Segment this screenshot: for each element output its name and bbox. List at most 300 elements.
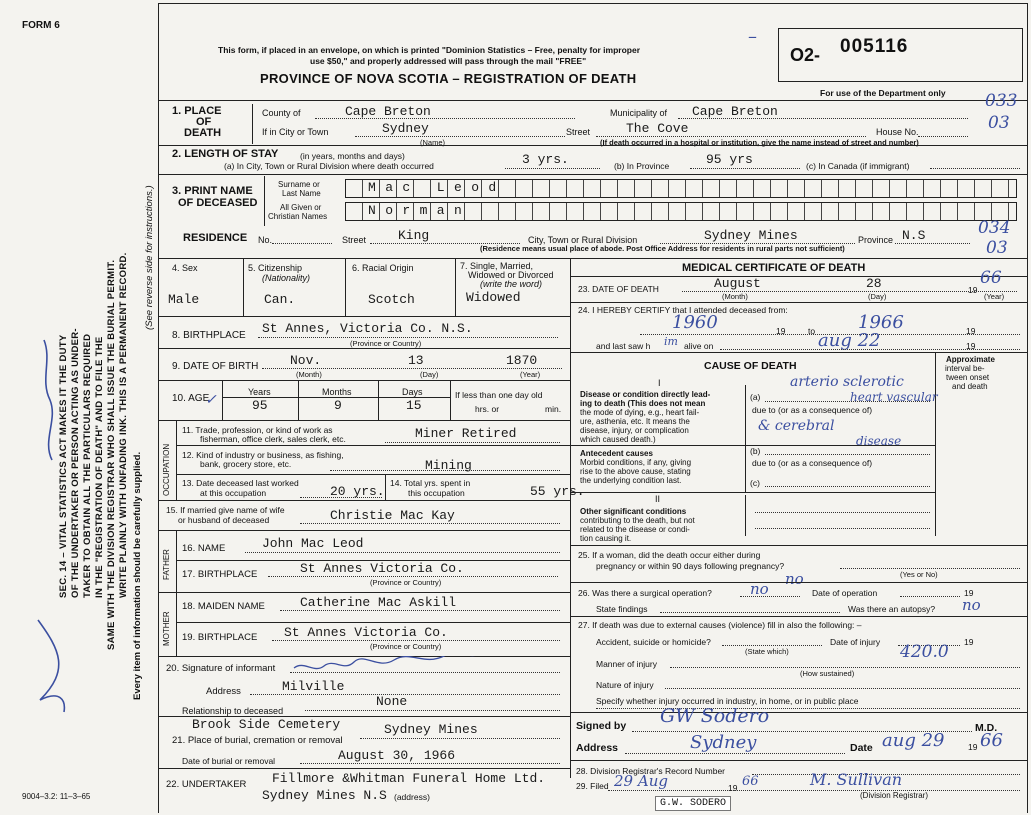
municipality-value: Cape Breton xyxy=(692,104,778,119)
father-bp-caption: (Province or Country) xyxy=(370,578,442,587)
q26-1: 26. Was there a surgical operation? xyxy=(578,588,712,598)
findings-label: State findings xyxy=(596,604,648,614)
occ-q12-2: bank, grocery store, etc. xyxy=(200,459,292,469)
death-year-prefix: 19 xyxy=(968,285,978,295)
place-code-2: 03 xyxy=(988,113,1010,133)
rule-12 xyxy=(176,445,570,446)
nature-label: Nature of injury xyxy=(596,680,654,690)
med-rule-25 xyxy=(570,545,1027,546)
filed-19: 19 xyxy=(728,783,738,793)
dob-day: 13 xyxy=(408,353,424,368)
undertaker-address: Sydney Mines N.S xyxy=(262,788,387,803)
city-label: If in City or Town xyxy=(262,127,329,137)
birthplace-line xyxy=(258,337,558,338)
place-bracket xyxy=(252,104,253,144)
informant-signature xyxy=(290,656,490,676)
dob-label: 9. DATE OF BIRTH xyxy=(172,361,259,372)
med-date-19: 19 xyxy=(968,742,978,752)
death-day-cap: (Day) xyxy=(868,292,887,301)
last-saw-hw: im xyxy=(664,335,678,348)
last-saw-label: and last saw h xyxy=(596,341,651,351)
residence-province-label: Province xyxy=(858,235,894,245)
q25-2: pregnancy or within 90 days following pregnancy? xyxy=(596,561,785,571)
div-6-7 xyxy=(455,258,456,316)
mother-maiden-label: 18. MAIDEN NAME xyxy=(182,601,265,612)
racial-label: 6. Racial Origin xyxy=(352,263,414,273)
attended-to-label: to xyxy=(808,326,816,336)
dob-year-cap: (Year) xyxy=(520,370,541,379)
citizenship-sub: (Nationality) xyxy=(262,273,311,283)
med-date-hw: aug 29 xyxy=(882,730,945,751)
rule-15 xyxy=(158,500,570,501)
injury-date-label: Date of injury xyxy=(830,637,881,647)
q26-date-line xyxy=(900,596,960,597)
name-label-1: 3. PRINT NAME xyxy=(172,185,253,197)
q25-yes-no: (Yes or No) xyxy=(900,570,938,579)
informant-relationship: None xyxy=(376,694,408,709)
death-month-cap: (Month) xyxy=(722,292,748,301)
father-bp-label: 17. BIRTHPLACE xyxy=(182,569,258,580)
place-death-label: DEATH xyxy=(184,127,222,139)
side-text-2: OF THE UNDERTAKER OR PERSON ACTING AS UNDER- xyxy=(70,328,81,598)
cause-c-line xyxy=(765,486,930,487)
manner-line xyxy=(670,667,1020,668)
residence-street-value: King xyxy=(398,228,430,243)
occ-q12-value: Mining xyxy=(425,458,472,473)
given-label-2: Christian Names xyxy=(268,212,328,221)
med-rule-23 xyxy=(570,276,1027,277)
alive-on-hw: aug 22 xyxy=(818,330,881,351)
alive-on-19: 19 xyxy=(966,341,976,351)
informant-sig-line xyxy=(290,672,560,673)
antecedent-4: the underlying condition last. xyxy=(580,476,682,485)
attended-from-19: 19 xyxy=(776,326,786,336)
place-code-1: 033 xyxy=(985,91,1018,111)
other-1: Other significant conditions xyxy=(580,507,687,516)
sex-value: Male xyxy=(168,292,200,307)
q26-hw: no xyxy=(750,580,769,598)
division-registrar-caption: (Division Registrar) xyxy=(860,791,929,800)
disease-bracket xyxy=(745,385,746,445)
spouse-line xyxy=(300,523,560,524)
dob-month-cap: (Month) xyxy=(296,370,322,379)
rule-4 xyxy=(158,258,1027,259)
div-5-6 xyxy=(345,258,346,316)
rule-1 xyxy=(158,100,1027,101)
cause-b-hw-1: & cerebral xyxy=(758,418,835,434)
death-day: 28 xyxy=(866,276,882,291)
father-bracket xyxy=(176,530,177,592)
other-4: tion causing it. xyxy=(580,534,632,543)
residence-code-1: 034 xyxy=(978,218,1011,238)
given-value: Norman xyxy=(368,203,472,218)
spouse-label-2: or husband of deceased xyxy=(178,515,270,525)
cause-b-label: (b) xyxy=(750,446,761,456)
city-line xyxy=(355,136,565,137)
stay-a-label: (a) In City, Town or Rural Division where death occurred xyxy=(224,161,434,171)
frame-top xyxy=(158,3,1028,4)
disease-3: the mode of dying, e.g., heart fail- xyxy=(580,408,700,417)
med-rule-26 xyxy=(570,582,1027,583)
side-handwriting-mark xyxy=(30,320,70,720)
birthplace-caption: (Province or Country) xyxy=(350,339,422,348)
med-address-hw: Sydney xyxy=(690,732,757,753)
cause-a-hw-2: heart vascular xyxy=(850,390,938,404)
stay-c-line xyxy=(930,168,1020,169)
manner-hw: 420.0 xyxy=(900,642,949,662)
given-label-1: All Given or xyxy=(280,203,322,212)
dob-month: Nov. xyxy=(290,353,322,368)
q26-19: 19 xyxy=(964,588,974,598)
hospital-note: (If death occurred in a hospital or institution, give the name instead of street and number) xyxy=(600,138,919,147)
county-value: Cape Breton xyxy=(345,104,431,119)
rule-19 xyxy=(176,622,570,623)
mother-bp-label: 19. BIRTHPLACE xyxy=(182,632,258,643)
stay-sub: (in years, months and days) xyxy=(300,151,405,161)
racial-value: Scotch xyxy=(368,292,415,307)
q25-1: 25. If a woman, did the death occur either during xyxy=(578,550,761,560)
residence-label: RESIDENCE xyxy=(183,232,248,244)
antecedent-1: Antecedent causes xyxy=(580,449,653,458)
side-text-1: SEC. 14 – VITAL STATISTICS ACT MAKES IT THE DUTY xyxy=(58,334,69,598)
signed-by-label: Signed by xyxy=(576,720,627,732)
city-name-caption: (Name) xyxy=(420,138,446,147)
antecedent-2: Morbid conditions, if any, giving xyxy=(580,458,692,467)
mother-bp-line xyxy=(272,640,560,641)
attended-to-hw: 1966 xyxy=(858,312,904,333)
residence-city-value: Sydney Mines xyxy=(704,228,798,243)
occ-q14-1: 14. Total yrs. spent in xyxy=(390,478,471,488)
place-label: 1. PLACE xyxy=(172,105,222,117)
residence-province-line xyxy=(895,243,970,244)
antecedent-3: rise to the above cause, stating xyxy=(580,467,691,476)
side-text-6: WRITE PLAINLY WITH UNFADING INK. THIS IS A PERMANENT RECORD. xyxy=(118,252,129,598)
other-2: contributing to the death, but not xyxy=(580,516,695,525)
side-text-8: (See reverse side for instructions.) xyxy=(144,185,155,330)
undertaker-label: 22. UNDERTAKER xyxy=(166,779,247,790)
column-divider xyxy=(570,258,571,778)
occupation-side-label: OCCUPATION xyxy=(162,443,171,496)
reg-number: 005116 xyxy=(840,36,909,57)
cause-a-label: (a) xyxy=(750,392,761,402)
residence-note: (Residence means usual place of abode. Post Office Address for residents in rural parts not sufficient) xyxy=(480,244,845,253)
dob-day-cap: (Day) xyxy=(420,370,439,379)
rule-11 xyxy=(158,420,570,421)
burial-town: Sydney Mines xyxy=(384,722,478,737)
md-label: M.D. xyxy=(975,722,998,734)
birthplace-label: 8. BIRTHPLACE xyxy=(172,330,246,341)
q26-line xyxy=(740,596,800,597)
med-rule-signed xyxy=(570,712,1027,713)
name-label-2: OF DECEASED xyxy=(178,197,258,209)
occ-q13-value: 20 yrs. xyxy=(330,484,385,499)
stay-c-label: (c) In Canada (if immigrant) xyxy=(806,161,910,171)
marital-label-3: (write the word) xyxy=(480,279,543,289)
street-line xyxy=(596,136,866,137)
age-tick: ✓ xyxy=(205,392,217,408)
house-line xyxy=(918,136,968,137)
antecedent-bracket xyxy=(745,445,746,492)
other-line-1 xyxy=(755,512,930,513)
accident-line xyxy=(722,645,822,646)
interval-1: Approximate xyxy=(946,355,995,364)
death-date-label: 23. DATE OF DEATH xyxy=(578,284,659,294)
q25-hw: no xyxy=(785,570,804,588)
occ-q11-2: fisherman, office clerk, sales clerk, etc. xyxy=(200,434,346,444)
occ-q13-2: at this occupation xyxy=(200,488,267,498)
physician-name-stamp: G.W. SODERO xyxy=(655,796,731,811)
occ-q11-1: 11. Trade, profession, or kind of work as xyxy=(182,425,333,435)
reg-tick-mark: – xyxy=(748,26,757,47)
reg-prefix: O2- xyxy=(790,45,821,65)
residence-no-label: No. xyxy=(258,235,273,245)
municipality-label: Municipality of xyxy=(610,108,668,118)
rule-13 xyxy=(176,474,570,475)
residence-street-label: Street xyxy=(342,235,367,245)
q28-label: 28. Division Registrar's Record Number xyxy=(576,766,726,776)
certify-label: 24. I HEREBY CERTIFY that I attended deceased from: xyxy=(578,305,788,315)
med-address-line xyxy=(625,753,845,754)
side-text-3: TAKER TO OBTAIN ALL THE PARTICULARS REQUIRED xyxy=(82,333,93,598)
burial-date-line xyxy=(300,763,560,764)
rule-10 xyxy=(158,380,570,381)
specify-label: Specify whether injury occurred in industry, in home, or in public place xyxy=(596,696,859,706)
cause-b-hw-2: disease xyxy=(856,434,902,448)
age-div-4 xyxy=(450,380,451,420)
q27: 27. If death was due to external causes (violence) fill in also the following: – xyxy=(578,620,862,630)
burial-place-label: 21. Place of burial, cremation or removal xyxy=(172,735,343,746)
informant-relationship-label: Relationship to deceased xyxy=(182,706,284,716)
medical-heading: MEDICAL CERTIFICATE OF DEATH xyxy=(682,262,866,274)
county-label: County of xyxy=(262,108,301,118)
cause-b-line xyxy=(765,454,930,455)
med-rule-cause xyxy=(570,352,1027,353)
age-hrs-label: hrs. or xyxy=(475,404,500,414)
disease-5: disease, injury, or complication xyxy=(580,426,689,435)
city-value: Sydney xyxy=(382,121,429,136)
rule-16 xyxy=(158,530,570,531)
form-number: FORM 6 xyxy=(22,20,60,31)
mailing-notice-2: use $50," and properly addressed will pass through the mail "FREE" xyxy=(310,56,587,66)
autopsy-label: Was there an autopsy? xyxy=(848,604,936,614)
undertaker-name: Fillmore &Whitman Funeral Home Ltd. xyxy=(272,771,546,786)
residence-province-value: N.S xyxy=(902,228,926,243)
burial-place-line xyxy=(360,738,560,739)
frame-right xyxy=(1027,3,1028,813)
rule-8 xyxy=(158,316,570,317)
stay-a-value: 3 yrs. xyxy=(522,152,569,167)
frame-left xyxy=(158,3,159,813)
father-bp-line xyxy=(268,576,558,577)
findings-line xyxy=(660,612,840,613)
age-less-label: If less than one day old xyxy=(455,390,543,400)
occ-div-14 xyxy=(385,474,386,500)
spouse-label-1: 15. If married give name of wife xyxy=(166,505,285,515)
other-line-2 xyxy=(755,528,930,529)
q26-date-label: Date of operation xyxy=(812,588,878,598)
age-div-1 xyxy=(222,380,223,420)
surname-label-2: Last Name xyxy=(282,189,321,198)
burial-cemetery: Brook Side Cemetery xyxy=(192,717,341,732)
informant-address: Milville xyxy=(282,679,345,694)
occ-q11-line xyxy=(385,442,560,443)
house-label: House No. xyxy=(876,127,919,137)
stay-b-value: 95 yrs xyxy=(706,152,753,167)
occ-q13-line xyxy=(300,497,382,498)
occ-q12-line xyxy=(330,470,560,471)
mother-side-label: MOTHER xyxy=(162,611,171,646)
cause-a-line xyxy=(765,401,930,402)
nature-line xyxy=(665,688,1020,689)
other-bracket xyxy=(745,495,746,536)
med-rule-other xyxy=(570,492,935,493)
citizenship-value: Can. xyxy=(264,292,296,307)
rule-22 xyxy=(158,768,570,769)
age-months: 9 xyxy=(334,398,342,413)
death-year-hw: 66 xyxy=(980,268,1002,288)
name-bracket xyxy=(264,176,265,226)
med-rule-28 xyxy=(570,760,1027,761)
side-text-4: IN THE "REGISTRATION OF DEATH" AND TO FILE THE xyxy=(94,336,105,598)
street-value: The Cove xyxy=(626,121,689,136)
father-bp: St Annes Victoria Co. xyxy=(300,561,464,576)
occupation-bracket xyxy=(176,420,177,500)
rule-3 xyxy=(158,174,1027,175)
mother-maiden: Catherine Mac Askill xyxy=(300,595,457,610)
attended-to-19: 19 xyxy=(966,326,976,336)
occ-q14-value: 55 yrs. xyxy=(530,484,585,499)
med-date-label: Date xyxy=(850,742,873,754)
q29-label: 29. Filed xyxy=(576,781,609,791)
disease-1: Disease or condition directly lead- xyxy=(580,390,711,399)
birthplace-value: St Annes, Victoria Co. N.S. xyxy=(262,321,473,336)
manner-label: Manner of injury xyxy=(596,659,657,669)
page-title: PROVINCE OF NOVA SCOTIA – REGISTRATION OF DEATH xyxy=(260,71,637,86)
state-which: (State which) xyxy=(745,647,789,656)
roman-1: I xyxy=(658,378,661,388)
stay-label: 2. LENGTH OF STAY xyxy=(172,148,279,160)
cause-heading: CAUSE OF DEATH xyxy=(704,360,797,372)
q25-line xyxy=(840,568,1020,569)
municipality-line xyxy=(678,118,968,119)
disease-4: ure, asthenia, etc. It means the xyxy=(580,417,690,426)
burial-date-label: Date of burial or removal xyxy=(182,756,276,766)
registrar-signature-hw: M. Sullivan xyxy=(810,770,903,789)
other-3: related to the disease or condi- xyxy=(580,525,690,534)
marital-value: Widowed xyxy=(466,290,521,305)
father-side-label: FATHER xyxy=(162,549,171,580)
age-days-label: Days xyxy=(402,387,423,397)
marital-label-1: 7. Single, Married, xyxy=(460,261,534,271)
stay-a-line xyxy=(505,168,600,169)
father-name: John Mac Leod xyxy=(262,536,364,551)
age-years: 95 xyxy=(252,398,268,413)
div-4-5 xyxy=(243,258,244,316)
dept-use-label: For use of the Department only xyxy=(820,88,946,98)
side-text-5: SAME WITH THE DIVISION REGISTRAR WHO SHALL ISSUE THE BURIAL PERMIT. xyxy=(106,259,117,650)
informant-relationship-line xyxy=(305,710,560,711)
interval-4: and death xyxy=(952,382,988,391)
age-min-label: min. xyxy=(545,404,562,414)
cause-c-label: (c) xyxy=(750,478,760,488)
injury-19: 19 xyxy=(964,637,974,647)
signed-by-hw: GW Sodero xyxy=(660,705,770,727)
dob-year: 1870 xyxy=(506,353,538,368)
age-div-2 xyxy=(298,380,299,420)
med-rule-27 xyxy=(570,616,1027,617)
due-to-2: due to (or as a consequence of) xyxy=(752,458,873,468)
alive-on-label: alive on xyxy=(684,341,714,351)
stay-b-label: (b) In Province xyxy=(614,161,670,171)
autopsy-hw: no xyxy=(962,596,981,614)
filed-year-hw: 66 xyxy=(742,774,759,789)
filed-hw: 29 Aug xyxy=(614,772,668,790)
age-days: 15 xyxy=(406,398,422,413)
father-name-line xyxy=(245,552,560,553)
accident-label: Accident, suicide or homicide? xyxy=(596,637,711,647)
informant-sig-label: 20. Signature of informant xyxy=(166,663,276,674)
father-name-label: 16. NAME xyxy=(182,543,226,554)
street-label: Street xyxy=(566,127,591,137)
interval-3: tween onset xyxy=(946,373,990,382)
marital-label-2: Widowed or Divorced xyxy=(468,270,554,280)
residence-city-label: City, Town or Rural Division xyxy=(528,235,638,245)
due-to-1: due to (or as a consequence of) xyxy=(752,405,873,415)
mother-bracket xyxy=(176,592,177,656)
death-year-cap: (Year) xyxy=(984,292,1005,301)
age-years-label: Years xyxy=(248,387,271,397)
alive-on-line xyxy=(720,349,1020,350)
age-label: 10. AGE xyxy=(172,393,210,404)
cause-a-hw-1: arterio sclerotic xyxy=(790,374,904,390)
mother-bp: St Annes Victoria Co. xyxy=(284,625,448,640)
death-month: August xyxy=(714,276,761,291)
occ-q14-2: this occupation xyxy=(408,488,465,498)
stay-b-line xyxy=(690,168,800,169)
place-of-label: OF xyxy=(196,116,212,128)
interval-2: interval be- xyxy=(945,364,985,373)
footer-code: 9004–3.2: 11–3–65 xyxy=(22,792,91,801)
age-div-3 xyxy=(378,380,379,420)
med-address-label: Address xyxy=(576,742,619,754)
rule-9 xyxy=(158,348,570,349)
mother-bp-caption: (Province or Country) xyxy=(370,642,442,651)
disease-2: ing to death (This does not mean xyxy=(580,399,706,408)
residence-no-line xyxy=(272,243,332,244)
citizenship-label: 5. Citizenship xyxy=(248,263,303,273)
attended-from-hw: 1960 xyxy=(672,312,718,333)
med-date-year-hw: 66 xyxy=(980,730,1003,751)
roman-2: II xyxy=(655,494,661,504)
mailing-notice-1: This form, if placed in an envelope, on which is printed "Dominion Statistics – Free, penalty for improper xyxy=(218,45,641,55)
rule-18 xyxy=(158,592,570,593)
occ-q12-1: 12. Kind of industry or business, as fishing, xyxy=(182,450,344,460)
med-rule-24 xyxy=(570,302,1027,303)
side-text-7: Every item of information should be carefully supplied. xyxy=(132,451,143,700)
undertaker-address-cap: (address) xyxy=(394,792,430,802)
interval-divider xyxy=(935,352,936,536)
surname-label-1: Surname or xyxy=(278,180,320,189)
disease-6: which caused death.) xyxy=(580,435,656,444)
surname-value: Mac Leod xyxy=(368,180,506,195)
informant-address-label: Address xyxy=(206,686,241,697)
spouse-value: Christie Mac Kay xyxy=(330,508,455,523)
how-sustained: (How sustained) xyxy=(800,669,855,678)
county-line xyxy=(315,118,575,119)
q29-line xyxy=(608,790,1020,791)
dob-line xyxy=(262,368,562,369)
rule-2 xyxy=(158,145,1027,146)
